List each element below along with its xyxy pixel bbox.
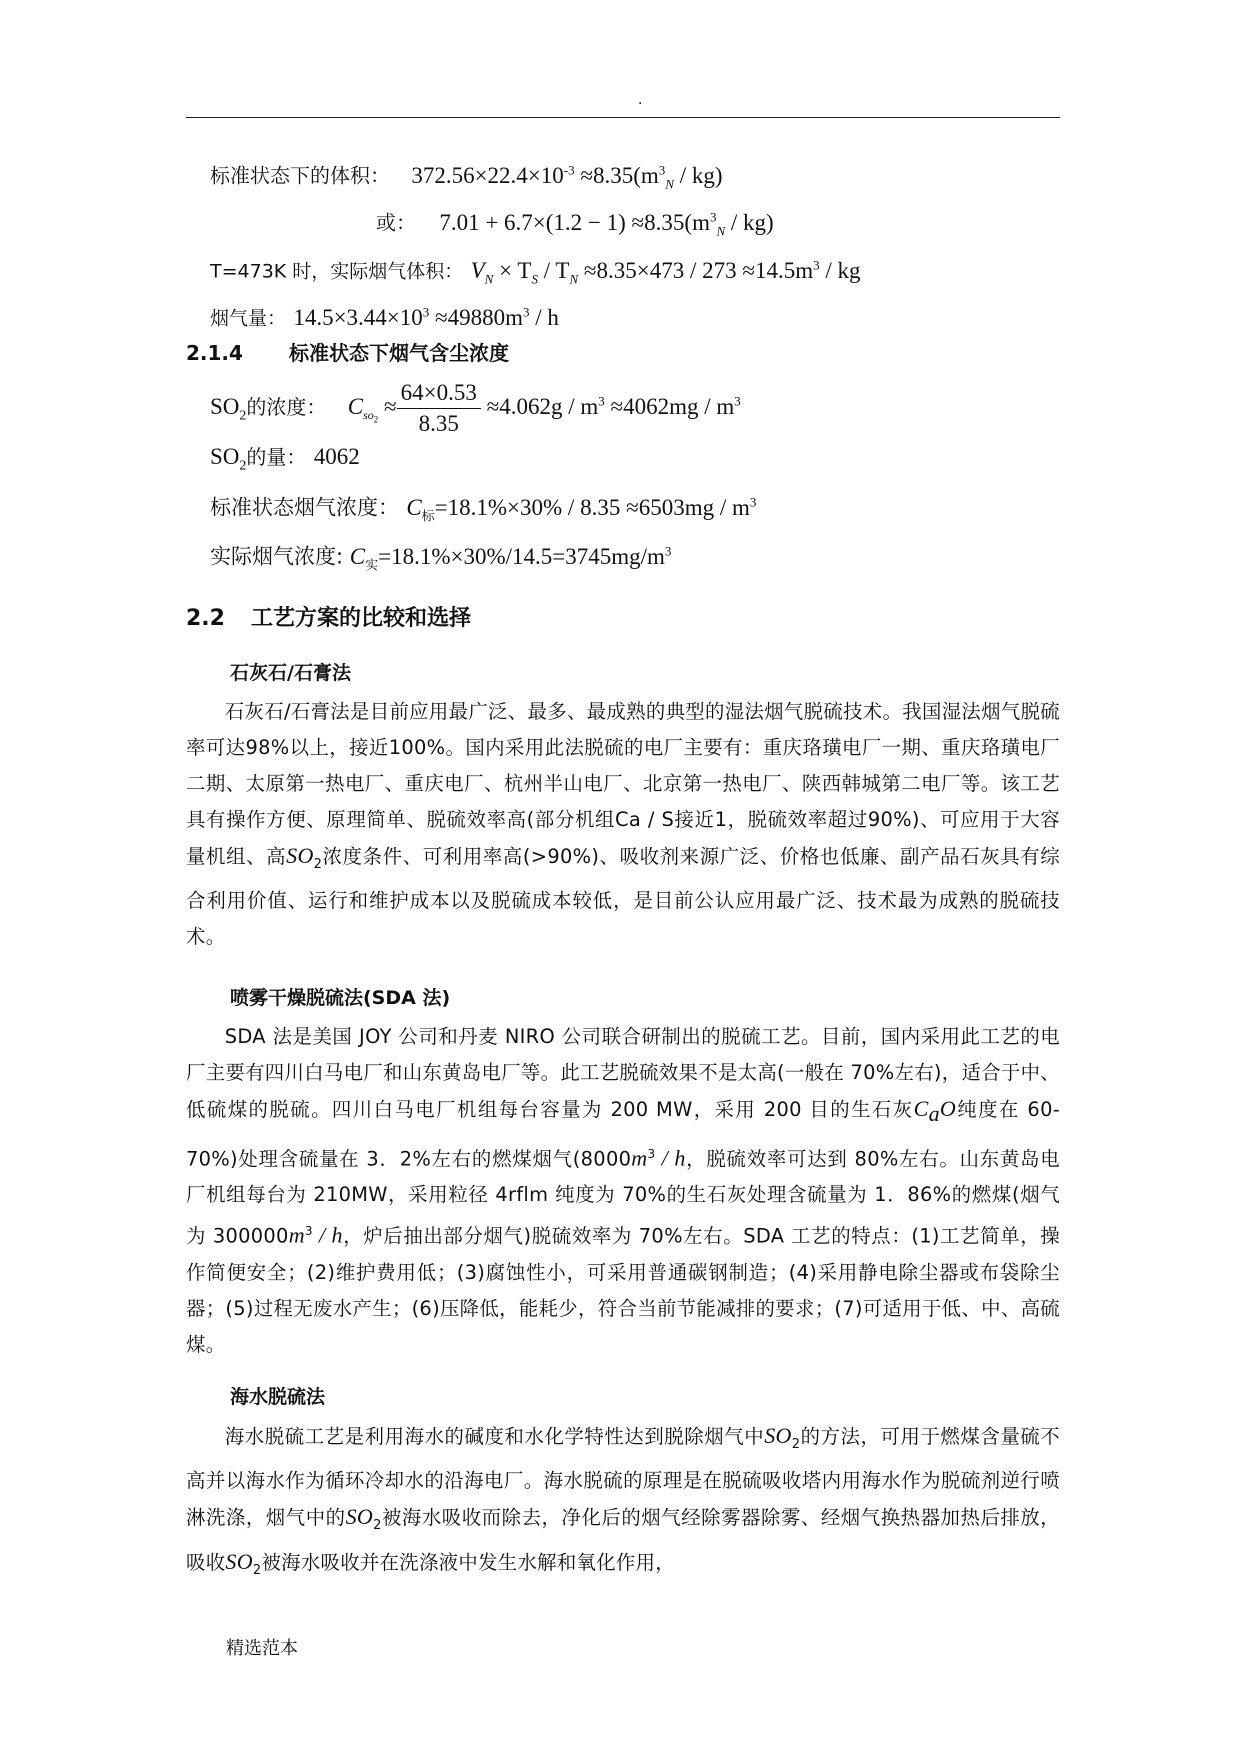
volume-alt-label: 或： bbox=[376, 210, 416, 235]
sda-paragraph: SDA 法是美国 JOY 公司和丹麦 NIRO 公司联合研制出的脱硫工艺。目前，国内采用此工艺的电厂主要有四川白马电厂和山东黄岛电厂等。此工艺脱硫效果不是太高(一般在 70%左右)，适合于中、低硫煤的脱硫。四川白马电厂机组每台容量为 200 MW，采用 200 目的生石灰$C_aO$纯度在 60-70%)处理含硫量在 3．2%左右的燃煤烟气($8000m^3$ / h，脱硫效率可达到 80%左右。山东黄岛电厂机组每台为 210MW，采用粒径 4rflm 纯度为 70%的生石灰处理含硫量为 1．86%的燃煤(烟气为 $300000m^3$ / h，炉后抽出部分烟气)脱硫效率为 70%左右。SDA 工艺的特点：(1)工艺简单，操作简便安全；(2)维护费用低；(3)腐蚀性小，可采用普通碳钢制造；(4)采用静电除尘器或布袋除尘器；(5)过程无废水产生；(6)压降低，能耗少，符合当前节能减排的要求；(7)可适用于低、中、高硫煤。 bbox=[186, 1025, 1061, 1356]
so2-conc-fraction: $\frac{64\times 0.53}{8.35}$ bbox=[397, 378, 481, 439]
header-rule bbox=[186, 117, 1060, 118]
actual-volume-expr: $V_N \times T_S / T_N \approx 8.35\times 473 / 273 \approx 14.5m^3$ / kg bbox=[470, 257, 861, 287]
so2-conc-label: $SO_2$的浓度： bbox=[210, 393, 327, 424]
section-2-1-4-heading: 2.1.4 标准状态下烟气含尘浓度 bbox=[186, 341, 509, 365]
limestone-heading: 石灰石/石膏法 bbox=[230, 662, 351, 684]
seawater-paragraph: 海水脱硫工艺是利用海水的碱度和水化学特性达到脱除烟气中$SO_2$的方法，可用于燃煤含量硫不高并以海水作为循环冷却水的沿海电厂。海水脱硫的原理是在脱硫吸收塔内用海水作为脱硫剂逆行喷淋洗涤，烟气中的$SO_2$被海水吸收而除去，净化后的烟气经除雾器除雾、经烟气换热器加热后排放，吸收$SO_2$被海水吸收并在洗涤液中发生水解和氧化作用， bbox=[186, 1423, 1060, 1578]
sda-heading: 喷雾干燥脱硫法(SDA 法) bbox=[230, 987, 451, 1009]
so2-amount-value: 4062 bbox=[313, 444, 360, 469]
so2-conc-line bbox=[210, 378, 741, 439]
flue-gas-line bbox=[210, 297, 559, 334]
actual-volume-line bbox=[210, 250, 861, 294]
seawater-heading: 海水脱硫法 bbox=[230, 1386, 326, 1408]
header-dot: . bbox=[638, 92, 643, 108]
volume-std-line bbox=[210, 155, 723, 199]
footer-text: 精选范本 bbox=[226, 1638, 298, 1659]
actual-conc-label: 实际烟气浓度: bbox=[210, 544, 350, 569]
so2-conc-formula: $C_{so_2}$ ≈ $\frac{64\times 0.53}{8.35}$ $\approx 4.062g / m^3 \approx 4062mg / m^3$ bbox=[348, 394, 741, 419]
flue-gas-label: 烟气量： bbox=[210, 307, 287, 330]
volume-std-expr: $372.56\times 22.4\times 10^{-3} \approx 8.35(m^3_N / kg)$ bbox=[411, 162, 723, 192]
actual-volume-label: T=473K 时，实际烟气体积： bbox=[210, 260, 464, 283]
std-conc-line bbox=[210, 487, 756, 531]
limestone-paragraph: 石灰石/石膏法是目前应用最广泛、最多、最成熟的典型的湿法烟气脱硫技术。我国湿法烟气脱硫率可达98%以上，接近100%。国内采用此法脱硫的电厂主要有：重庆珞璜电厂一期、重庆珞璜电厂二期、太原第一热电厂、重庆电厂、杭州半山电厂、北京第一热电厂、陕西韩城第二电厂等。该工艺具有操作方便、原理简单、脱硫效率高(部分机组Ca / S接近1，脱硫效率超过90%)、可应用于大容量机组、高$SO_2$浓度条件、可利用率高(>90%)、吸收剂来源广泛、价格也低廉、副产品石灰具有综合利用价值、运行和维护成本以及脱硫成本较低，是目前公认应用最广泛、技术最为成熟的脱硫技术。 bbox=[186, 700, 1060, 948]
actual-conc-line bbox=[210, 536, 671, 580]
actual-conc-formula: $C_实=18.1\%\times 30\%/14.5=3745mg/m^3$ bbox=[349, 543, 672, 573]
flue-gas-expr: $14.5\times 3.44\times 10^3 \approx 49880m^3 / h$ bbox=[293, 304, 559, 330]
so2-amount-label: $SO_2$的量： bbox=[210, 444, 307, 474]
so2-amount-line bbox=[210, 442, 360, 482]
volume-alt-line bbox=[376, 202, 774, 246]
volume-std-label: 标准状态下的体积： bbox=[210, 163, 390, 188]
section-2-2-heading: 2.2 工艺方案的比较和选择 bbox=[186, 606, 471, 631]
volume-alt-expr: $7.01 + 6.7\times(1.2 - 1) \approx 8.35(m^3_N / kg)$ bbox=[439, 209, 774, 239]
std-conc-formula: $C_标=18.1\%\times 30\% / 8.35 \approx 6503mg / m^3$ bbox=[406, 494, 757, 524]
std-conc-label: 标准状态烟气浓度： bbox=[210, 495, 399, 520]
